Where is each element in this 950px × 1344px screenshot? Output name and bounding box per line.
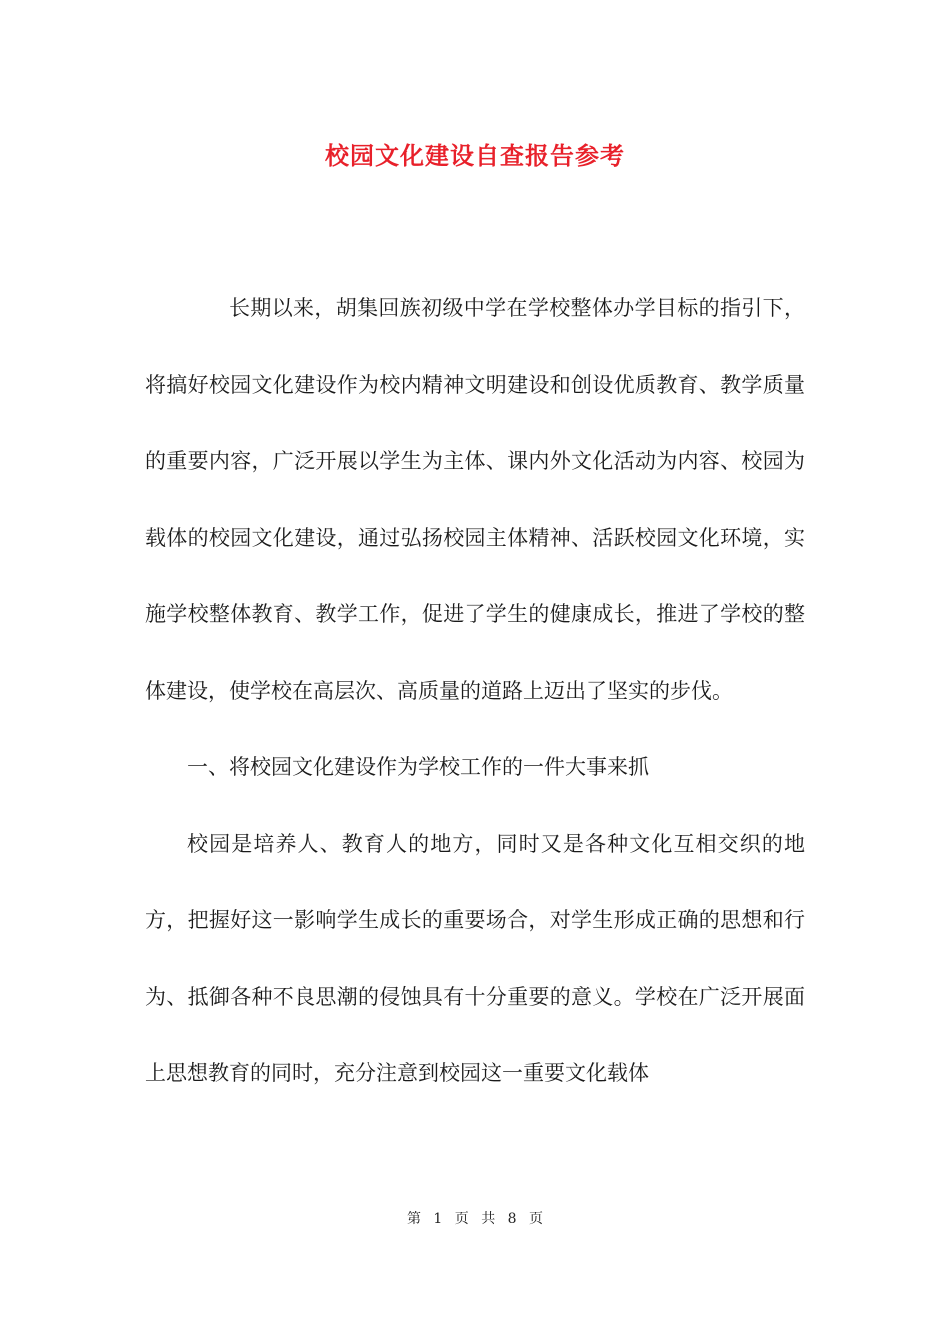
footer-prefix: 第 [406, 1211, 421, 1227]
document-title: 校园文化建设自查报告参考 [325, 141, 625, 170]
section-paragraph: 校园是培养人、教育人的地方，同时又是各种文化互相交织的地方，把握好这一影响学生成长的重要场合，对学生形成正确的思想和行为、抵御各种不良思潮的侵蚀具有十分重要的意义。学校在广泛开展面上思想教育的同时，充分注意到校园这一重要文化载体 [145, 831, 805, 1085]
footer-page-word: 页 [454, 1211, 469, 1227]
footer-total-pages: 8 [507, 1211, 517, 1227]
intro-paragraph: 长期以来，胡集回族初级中学在学校整体办学目标的指引下，将搞好校园文化建设作为校内精神文明建设和创设优质教育、教学质量的重要内容，广泛开展以学生为主体、课内外文化活动为内容、校园为载体的校园文化建设，通过弘扬校园主体精神、活跃校园文化环境，实施学校整体教育、教学工作，促进了学生的健康成长，推进了学校的整体建设，使学校在高层次、高质量的道路上迈出了坚实的步伐。 [145, 296, 805, 703]
document-body [145, 270, 805, 1112]
section-heading: 一、将校园文化建设作为学校工作的一件大事来抓 [187, 755, 649, 779]
footer-total-prefix: 共 [481, 1211, 496, 1227]
footer-current-page: 1 [433, 1211, 443, 1227]
footer-suffix: 页 [529, 1211, 544, 1227]
page-footer [0, 1208, 950, 1228]
